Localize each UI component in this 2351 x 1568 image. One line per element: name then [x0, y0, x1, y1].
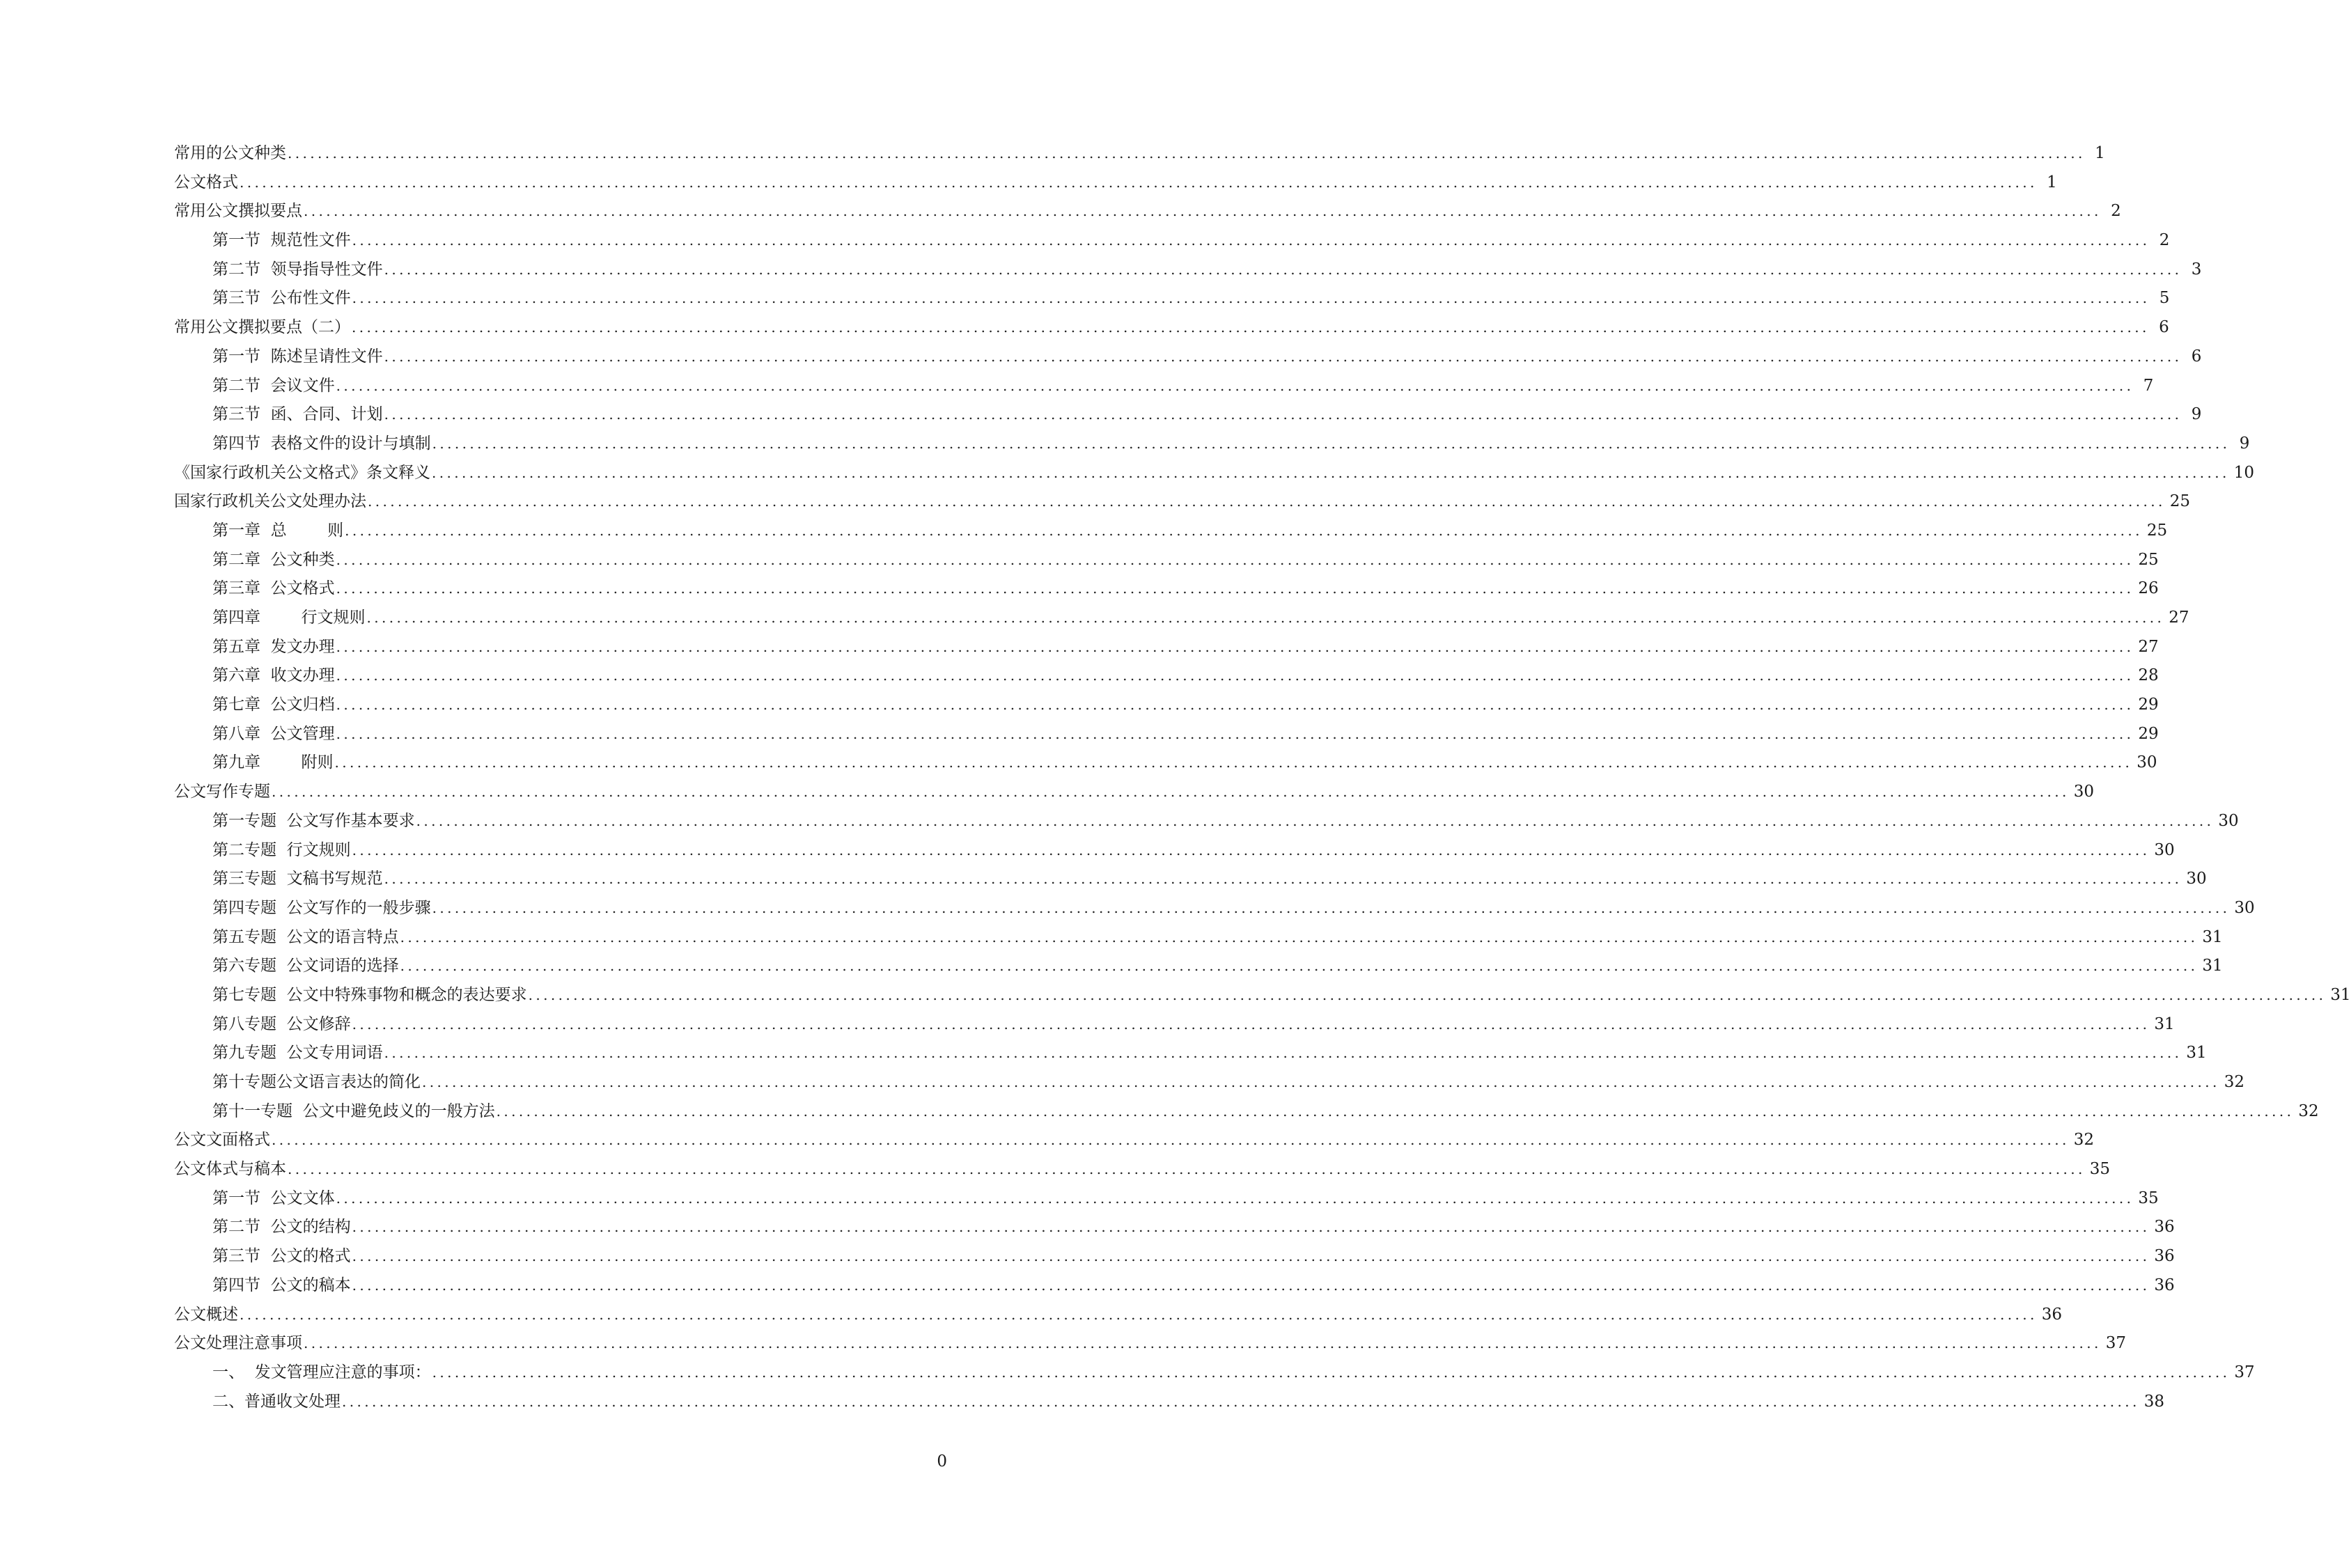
toc-dot-leader: ................................................................................................................................................................................................................................................	[416, 812, 2215, 829]
toc-entry-page-number: 31	[2330, 985, 2351, 1004]
toc-dot-leader: ................................................................................................................................................................................................................................................	[432, 899, 2231, 916]
toc-entry-page-number: 30	[2073, 783, 2095, 801]
toc-entry-title: 第三章 公文格式	[212, 579, 335, 598]
toc-entry[interactable]	[174, 517, 2168, 546]
toc-entry-title: 第八专题 公文修辞	[212, 1014, 351, 1033]
toc-dot-leader: ................................................................................................................................................................................................................................................	[334, 754, 2133, 771]
toc-dot-leader: ................................................................................................................................................................................................................................................	[336, 377, 2134, 394]
toc-entry[interactable]	[174, 459, 2255, 488]
toc-entry[interactable]	[174, 343, 2202, 372]
toc-entry-title: 国家行政机关公文处理办法	[174, 492, 366, 511]
toc-entry-title: 第五章 发文办理	[212, 637, 335, 656]
toc-dot-leader: ................................................................................................................................................................................................................................................	[304, 203, 2102, 220]
toc-entry[interactable]	[174, 430, 2250, 459]
toc-entry[interactable]	[174, 778, 2095, 807]
toc-entry-title: 公文写作专题	[174, 783, 270, 801]
table-of-contents	[174, 139, 2351, 1416]
toc-entry-page-number: 10	[2233, 463, 2255, 482]
toc-entry-title: 第一节 公文文体	[212, 1189, 335, 1207]
toc-entry-page-number: 32	[2073, 1131, 2095, 1150]
toc-entry-title: 第八章 公文管理	[212, 724, 335, 743]
toc-entry-title: 第四章 行文规则	[212, 609, 366, 627]
toc-dot-leader: ................................................................................................................................................................................................................................................	[352, 1015, 2150, 1033]
toc-entry-title: 公文体式与稿本	[174, 1160, 286, 1179]
toc-dot-leader: ................................................................................................................................................................................................................................................	[288, 145, 2086, 162]
toc-entry-page-number: 30	[2154, 840, 2175, 859]
toc-entry-page-number: 29	[2138, 696, 2159, 714]
toc-entry-page-number: 28	[2138, 666, 2159, 685]
toc-dot-leader: ................................................................................................................................................................................................................................................	[240, 1306, 2038, 1323]
toc-entry[interactable]	[174, 923, 2223, 952]
toc-dot-leader: ................................................................................................................................................................................................................................................	[368, 493, 2166, 510]
toc-entry-page-number: 30	[2137, 753, 2157, 772]
toc-entry[interactable]	[174, 139, 2105, 168]
toc-dot-leader: ................................................................................................................................................................................................................................................	[288, 1161, 2086, 1178]
toc-dot-leader: ................................................................................................................................................................................................................................................	[336, 1189, 2134, 1207]
toc-dot-leader: ................................................................................................................................................................................................................................................	[336, 638, 2134, 655]
toc-entry-title: 第一节 规范性文件	[212, 231, 351, 250]
toc-entry-title: 第七专题 公文中特殊事物和概念的表达要求	[212, 985, 527, 1004]
toc-entry-page-number: 30	[2234, 898, 2255, 917]
toc-entry[interactable]	[174, 691, 2159, 720]
toc-dot-leader: ................................................................................................................................................................................................................................................	[384, 406, 2182, 423]
toc-dot-leader: ................................................................................................................................................................................................................................................	[432, 1363, 2231, 1381]
toc-entry-page-number: 37	[2234, 1363, 2255, 1381]
toc-dot-leader: ................................................................................................................................................................................................................................................	[352, 290, 2150, 307]
toc-entry-title: 第六专题 公文词语的选择	[212, 957, 399, 975]
toc-entry-title: 第二节 公文的结构	[212, 1218, 351, 1237]
toc-dot-leader: ................................................................................................................................................................................................................................................	[352, 1218, 2150, 1236]
toc-dot-leader: ................................................................................................................................................................................................................................................	[272, 1131, 2070, 1149]
toc-entry-page-number: 6	[2159, 318, 2169, 337]
toc-dot-leader: ................................................................................................................................................................................................................................................	[352, 319, 2150, 336]
toc-dot-leader: ................................................................................................................................................................................................................................................	[336, 696, 2134, 714]
toc-entry-title: 第一专题 公文写作基本要求	[212, 811, 415, 830]
toc-entry-title: 第六章 收文办理	[212, 666, 335, 685]
toc-dot-leader: ................................................................................................................................................................................................................................................	[384, 1044, 2182, 1062]
toc-entry[interactable]	[174, 1184, 2159, 1214]
toc-entry[interactable]	[174, 1097, 2319, 1127]
toc-entry-page-number: 37	[2105, 1334, 2127, 1353]
toc-entry-page-number: 25	[2146, 521, 2168, 540]
toc-entry[interactable]	[174, 226, 2170, 256]
toc-entry[interactable]	[174, 1155, 2111, 1184]
toc-entry[interactable]	[174, 661, 2159, 691]
toc-entry-page-number: 7	[2143, 376, 2154, 395]
toc-entry-page-number: 32	[2224, 1073, 2245, 1091]
toc-entry-page-number: 36	[2154, 1276, 2175, 1294]
toc-entry[interactable]	[174, 372, 2154, 401]
toc-entry-page-number: 31	[2202, 927, 2223, 946]
toc-entry-page-number: 2	[2111, 202, 2121, 221]
toc-dot-leader: ................................................................................................................................................................................................................................................	[422, 1074, 2220, 1090]
toc-entry[interactable]	[174, 720, 2159, 749]
toc-dot-leader: ................................................................................................................................................................................................................................................	[345, 522, 2143, 539]
toc-entry[interactable]	[174, 981, 2351, 1010]
toc-entry-page-number: 25	[2169, 492, 2191, 511]
toc-entry-title: 第三节 公布性文件	[212, 289, 351, 308]
toc-dot-leader: ................................................................................................................................................................................................................................................	[336, 725, 2134, 742]
toc-entry-title: 第一章 总 则	[212, 521, 344, 540]
toc-entry-page-number: 26	[2138, 579, 2159, 598]
toc-entry[interactable]	[174, 574, 2159, 604]
toc-entry[interactable]	[174, 894, 2255, 923]
toc-entry[interactable]	[174, 1126, 2095, 1155]
toc-entry-page-number: 5	[2159, 289, 2170, 308]
toc-entry-page-number: 3	[2191, 260, 2202, 279]
toc-entry-title: 公文概述	[174, 1305, 238, 1324]
toc-entry[interactable]	[174, 1068, 2245, 1097]
toc-entry[interactable]	[174, 1301, 2063, 1330]
toc-entry[interactable]	[174, 168, 2057, 198]
toc-entry-title: 第四专题 公文写作的一般步骤	[212, 898, 431, 917]
toc-entry-title: 第七章 公文归档	[212, 696, 335, 714]
toc-dot-leader: ................................................................................................................................................................................................................................................	[304, 1335, 2102, 1352]
toc-entry-page-number: 2	[2159, 231, 2170, 250]
toc-entry-page-number: 38	[2143, 1392, 2165, 1411]
toc-entry-page-number: 36	[2154, 1247, 2175, 1266]
toc-entry[interactable]	[174, 807, 2239, 836]
toc-entry-title: 常用公文撰拟要点	[174, 202, 302, 221]
toc-entry[interactable]	[174, 748, 2157, 778]
toc-entry-page-number: 25	[2138, 550, 2159, 569]
toc-entry-title: 第三专题 文稿书写规范	[212, 870, 383, 888]
toc-entry-title: 二、普通收文处理	[212, 1392, 341, 1411]
toc-entry[interactable]	[174, 1213, 2175, 1242]
toc-dot-leader: ................................................................................................................................................................................................................................................	[400, 928, 2198, 946]
toc-entry-page-number: 29	[2138, 724, 2159, 743]
toc-dot-leader: ................................................................................................................................................................................................................................................	[432, 464, 2230, 481]
toc-entry-title: 第三节 函、合同、计划	[212, 405, 383, 424]
toc-dot-leader: ................................................................................................................................................................................................................................................	[384, 347, 2182, 365]
toc-entry[interactable]	[174, 284, 2170, 313]
toc-entry-title: 第二节 会议文件	[212, 376, 335, 395]
toc-entry[interactable]	[174, 836, 2175, 865]
toc-entry-title: 第二节 领导指导性文件	[212, 260, 383, 279]
toc-entry-page-number: 1	[2047, 173, 2057, 191]
toc-entry-title: 公文文面格式	[174, 1131, 270, 1150]
toc-dot-leader: ................................................................................................................................................................................................................................................	[352, 1248, 2150, 1265]
toc-dot-leader: ................................................................................................................................................................................................................................................	[432, 434, 2231, 452]
toc-entry-title: 第二章 公文种类	[212, 550, 335, 569]
toc-entry-page-number: 27	[2169, 609, 2189, 627]
toc-entry-title: 常用公文撰拟要点（二）	[174, 318, 350, 337]
toc-dot-leader: ................................................................................................................................................................................................................................................	[336, 667, 2134, 684]
toc-entry[interactable]	[174, 1039, 2207, 1068]
toc-entry-page-number: 36	[2041, 1305, 2063, 1324]
toc-entry[interactable]	[174, 256, 2202, 285]
toc-entry[interactable]	[174, 197, 2121, 226]
toc-entry[interactable]	[174, 1388, 2165, 1417]
toc-entry-page-number: 35	[2138, 1189, 2159, 1207]
toc-dot-leader: ................................................................................................................................................................................................................................................	[336, 551, 2134, 568]
toc-entry[interactable]	[174, 313, 2169, 343]
toc-entry[interactable]	[174, 1329, 2127, 1358]
toc-entry-page-number: 31	[2202, 957, 2223, 975]
toc-entry[interactable]	[174, 604, 2189, 633]
toc-dot-leader: ................................................................................................................................................................................................................................................	[352, 1276, 2150, 1294]
toc-entry-page-number: 1	[2095, 144, 2105, 162]
toc-entry-page-number: 36	[2154, 1218, 2175, 1237]
toc-entry[interactable]	[174, 952, 2223, 981]
toc-dot-leader: ................................................................................................................................................................................................................................................	[342, 1393, 2140, 1410]
toc-entry-page-number: 31	[2186, 1044, 2207, 1063]
toc-entry-title: 一、 发文管理应注意的事项：	[212, 1363, 431, 1381]
toc-dot-leader: ................................................................................................................................................................................................................................................	[528, 986, 2327, 1003]
toc-entry[interactable]	[174, 1358, 2255, 1388]
toc-entry-page-number: 31	[2154, 1014, 2175, 1033]
toc-entry[interactable]	[174, 1242, 2175, 1271]
toc-entry-title: 第九章 附则	[212, 753, 334, 772]
toc-dot-leader: ................................................................................................................................................................................................................................................	[496, 1102, 2295, 1120]
toc-entry-page-number: 32	[2298, 1101, 2319, 1120]
toc-entry-title: 《国家行政机关公文格式》条文释义	[174, 463, 430, 482]
toc-dot-leader: ................................................................................................................................................................................................................................................	[336, 580, 2134, 597]
toc-entry-page-number: 9	[2191, 405, 2202, 424]
toc-entry-page-number: 30	[2218, 811, 2239, 830]
toc-entry-page-number: 27	[2138, 637, 2159, 656]
toc-entry-title: 第一节 陈述呈请性文件	[212, 347, 383, 366]
toc-entry-title: 公文处理注意事项	[174, 1334, 302, 1353]
toc-dot-leader: ................................................................................................................................................................................................................................................	[352, 232, 2150, 249]
toc-dot-leader: ................................................................................................................................................................................................................................................	[384, 870, 2182, 888]
toc-entry-title: 第十专题公文语言表达的简化	[212, 1073, 421, 1091]
toc-entry[interactable]	[174, 865, 2207, 894]
toc-entry[interactable]	[174, 546, 2159, 575]
toc-entry[interactable]	[174, 633, 2159, 662]
toc-entry[interactable]	[174, 400, 2202, 430]
toc-entry-title: 第五专题 公文的语言特点	[212, 927, 399, 946]
page-number: 0	[937, 1452, 947, 1471]
toc-dot-leader: ................................................................................................................................................................................................................................................	[272, 783, 2070, 801]
toc-entry[interactable]	[174, 1010, 2175, 1040]
toc-entry-title: 第四节 公文的稿本	[212, 1276, 351, 1294]
toc-entry[interactable]	[174, 1271, 2175, 1301]
toc-dot-leader: ................................................................................................................................................................................................................................................	[400, 957, 2198, 975]
toc-entry-page-number: 6	[2191, 347, 2202, 366]
toc-dot-leader: ................................................................................................................................................................................................................................................	[352, 841, 2150, 859]
toc-entry-title: 第四节 表格文件的设计与填制	[212, 434, 431, 453]
toc-dot-leader: ................................................................................................................................................................................................................................................	[240, 173, 2038, 191]
toc-dot-leader: ................................................................................................................................................................................................................................................	[384, 260, 2182, 278]
toc-entry-title: 第十一专题 公文中避免歧义的一般方法	[212, 1101, 495, 1120]
toc-entry-title: 公文格式	[174, 173, 238, 191]
toc-entry-page-number: 35	[2089, 1160, 2111, 1179]
toc-entry-page-number: 9	[2239, 434, 2250, 453]
toc-entry-title: 第二专题 行文规则	[212, 840, 351, 859]
toc-entry-title: 第三节 公文的格式	[212, 1247, 351, 1266]
toc-entry[interactable]	[174, 487, 2191, 517]
toc-dot-leader: ................................................................................................................................................................................................................................................	[366, 609, 2165, 626]
toc-entry-title: 第九专题 公文专用词语	[212, 1044, 383, 1063]
toc-entry-page-number: 30	[2186, 870, 2207, 888]
toc-entry-title: 常用的公文种类	[174, 144, 286, 162]
